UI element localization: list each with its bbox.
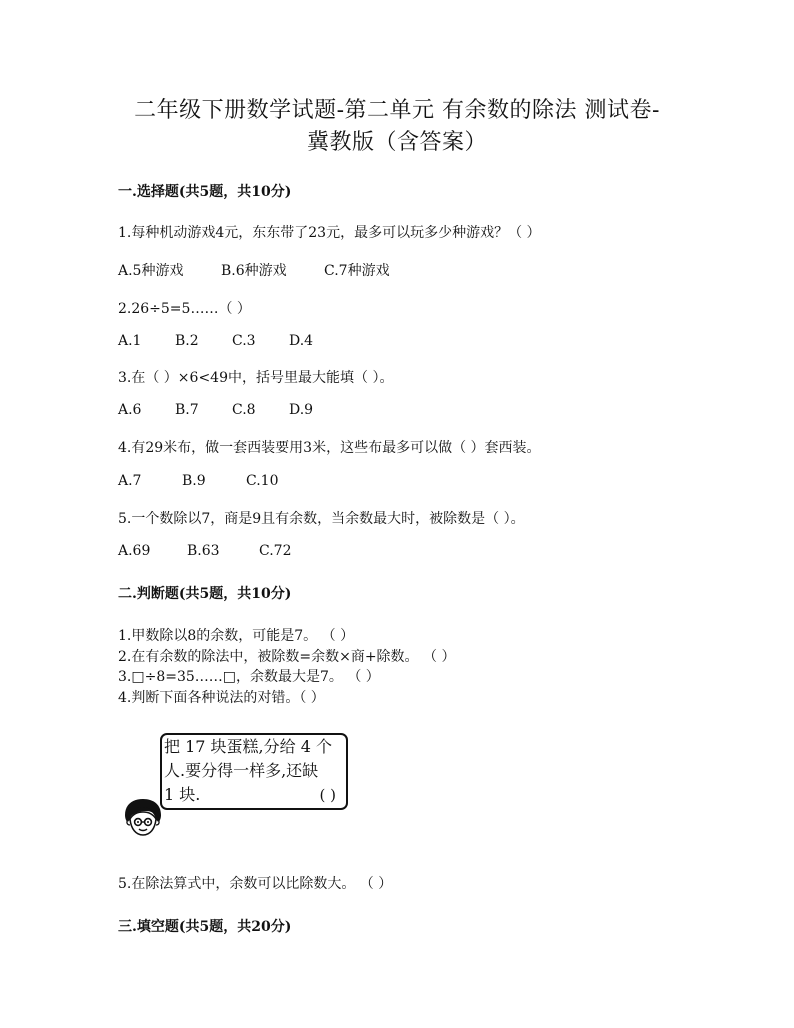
bubble-line-3: 1 块. (164, 785, 201, 804)
question-5-options (118, 543, 291, 559)
judge-item-1: 1.甲数除以8的余数，可能是7。 （ ） (118, 628, 355, 644)
judge-item-3: 3.□÷8=35……□，余数最大是7。 （ ） (118, 669, 380, 685)
option-a: A.1 (118, 333, 142, 349)
option-c: C.7种游戏 (324, 263, 390, 279)
judge-item-4: 4.判断下面各种说法的对错。（ ） (118, 690, 325, 706)
question-1: 1.每种机动游戏4元，东东带了23元，最多可以玩多少种游戏？（ ） (118, 225, 541, 241)
option-a: A.5种游戏 (118, 263, 184, 279)
option-a: A.7 (118, 473, 142, 489)
option-b: B.7 (175, 402, 199, 418)
question-3: 3.在（ ）×6<49中，括号里最大能填（ ）。 (118, 370, 394, 386)
option-a: A.6 (118, 402, 142, 418)
option-c: C.10 (246, 473, 279, 489)
speech-bubble (160, 733, 348, 810)
question-3-options (118, 402, 313, 418)
option-c: C.3 (232, 333, 256, 349)
option-d: D.9 (289, 402, 314, 418)
option-d: D.4 (289, 333, 314, 349)
judge-item-2: 2.在有余数的除法中，被除数=余数×商+除数。 （ ） (118, 649, 456, 665)
bubble-line-2: 人.要分得一样多,还缺 (164, 761, 319, 780)
section-heading-multiple-choice: 一.选择题(共5题，共10分) (118, 184, 292, 200)
option-b: B.2 (175, 333, 199, 349)
question-1-options (118, 260, 390, 280)
question-2-options (118, 333, 313, 349)
judge-item-5: 5.在除法算式中，余数可以比除数大。 （ ） (118, 876, 393, 892)
document-title-line2: 冀教版（含答案） (306, 130, 487, 155)
bubble-answer-paren: ( ) (319, 786, 336, 804)
option-c: C.8 (232, 402, 256, 418)
option-b: B.63 (187, 543, 220, 559)
option-b: B.6种游戏 (221, 263, 287, 279)
option-c: C.72 (259, 543, 292, 559)
section-heading-fill-blank: 三.填空题(共5题，共20分) (118, 919, 292, 935)
question-2: 2.26÷5=5……（ ） (118, 301, 251, 317)
option-a: A.69 (118, 543, 151, 559)
section-heading-true-false: 二.判断题(共5题，共10分) (118, 586, 292, 602)
option-b: B.9 (182, 473, 206, 489)
boy-head-icon (122, 796, 164, 838)
bubble-line-1: 把 17 块蛋糕,分给 4 个 (164, 737, 332, 756)
question-4: 4.有29米布，做一套西装要用3米，这些布最多可以做（ ）套西装。 (118, 440, 541, 456)
document-title-line1: 二年级下册数学试题-第二单元 有余数的除法 测试卷- (134, 98, 660, 123)
question-5: 5.一个数除以7，商是9且有余数，当余数最大时，被除数是（ ）。 (118, 511, 525, 527)
question-4-options (118, 473, 278, 489)
